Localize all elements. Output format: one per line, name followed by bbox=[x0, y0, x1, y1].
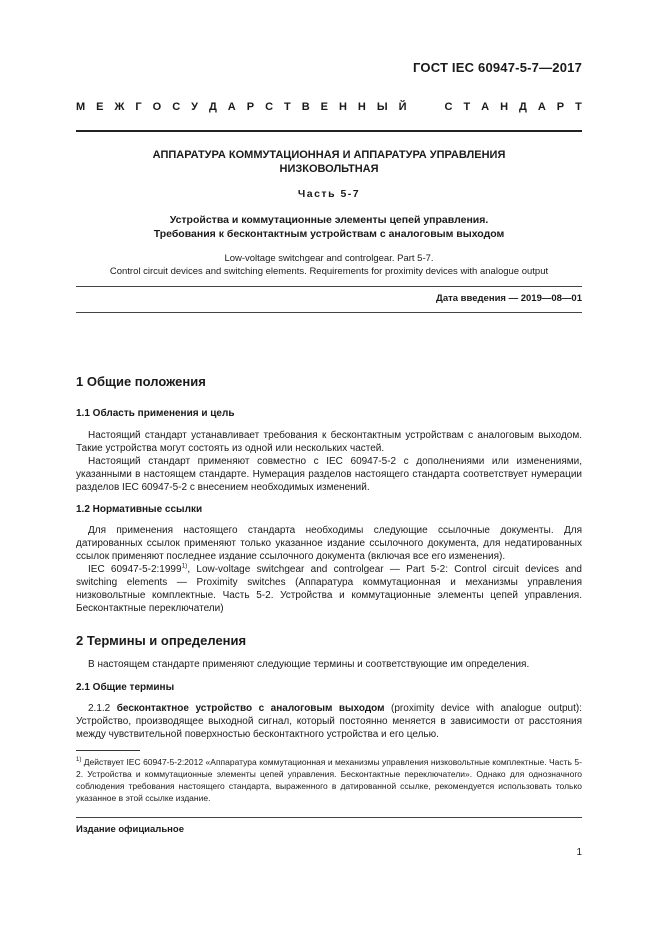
subtitle-line-2: Требования к бесконтактным устройствам с аналоговым выходом bbox=[153, 228, 505, 240]
header-rule bbox=[76, 130, 582, 132]
title-line-2: НИЗКОВОЛЬТНАЯ bbox=[279, 163, 379, 175]
footnote-number: 1) bbox=[76, 757, 82, 764]
definition-text: (proximity device with analogue output): Устройство, производящее выходной сигнал, который постоянно меняется в зависимости от расстояния между чувствительной поверхностью бесконтактного устройства и его целью. bbox=[76, 703, 582, 740]
section-1-2-heading: 1.2 Нормативные ссылки bbox=[76, 504, 203, 515]
banner-letter: С bbox=[444, 101, 453, 113]
paragraph bbox=[76, 658, 582, 671]
english-title-line-1: Low-voltage switchgear and controlgear. Part 5-7. bbox=[224, 253, 434, 264]
term-definition bbox=[76, 702, 582, 741]
section-1-heading: 1 Общие положения bbox=[76, 374, 206, 389]
term-number: 2.1.2 bbox=[88, 703, 117, 714]
banner-letter: В bbox=[301, 101, 310, 113]
banner-letter: Р bbox=[556, 101, 565, 113]
section-2-intro bbox=[76, 658, 582, 671]
banner-letter: Д bbox=[519, 101, 527, 113]
paragraph bbox=[76, 524, 582, 563]
interstate-standard-banner bbox=[76, 101, 582, 113]
paragraph bbox=[76, 702, 582, 741]
english-title bbox=[76, 252, 582, 278]
paragraph-text: Настоящий стандарт применяют совместно с IEC 60947-5-2 с дополнениями или изменениями, указанными в настоящем стандарте. Нумерация разделов настоящего стандарта соответствует нумерации разделов IEC 60947-5-2 с внесением необходимых изменений. bbox=[76, 456, 582, 493]
reference-code: IEC 60947-5-2:1999 bbox=[88, 564, 182, 575]
banner-letter: Е bbox=[320, 101, 328, 113]
normative-reference bbox=[76, 563, 582, 615]
banner-letter: Т bbox=[284, 101, 291, 113]
section-1-1-heading: 1.1 Область применения и цель bbox=[76, 408, 235, 419]
document-subtitle bbox=[76, 213, 582, 241]
reference-text: , Low-voltage switchgear and controlgear — Part 5-2: Control circuit devices and switching elements — Proximity switches (Аппаратура коммутационная и механизмы управления низковольтные комплектные. Часть 5-2. Устройства и коммутационные элементы цепей управления. Бесконтактные переключатели) bbox=[76, 564, 582, 614]
banner-letter: Д bbox=[208, 101, 217, 113]
banner-letter: С bbox=[265, 101, 274, 113]
paragraph-text: В настоящем стандарте применяют следующие термины и соответствующие им определения. bbox=[88, 659, 530, 670]
banner-letter: Т bbox=[575, 101, 582, 113]
page-number: 1 bbox=[576, 847, 582, 858]
banner-letter: Е bbox=[96, 101, 104, 113]
footnote-marker[interactable]: 1) bbox=[181, 562, 188, 570]
title-rule bbox=[76, 286, 582, 287]
footnote-separator bbox=[76, 750, 140, 751]
banner-letter: Г bbox=[135, 101, 142, 113]
banner-letter: А bbox=[227, 101, 236, 113]
document-code: ГОСТ IEC 60947-5-7—2017 bbox=[413, 60, 582, 75]
banner-letter: Ы bbox=[376, 101, 388, 113]
part-number: Часть 5-7 bbox=[297, 188, 361, 200]
banner-letter: Н bbox=[357, 101, 366, 113]
banner-letter: О bbox=[152, 101, 162, 113]
banner-letter: Т bbox=[463, 101, 471, 113]
banner-gap bbox=[418, 101, 434, 113]
paragraph-text: Для применения настоящего стандарта необходимы следующие ссылочные документы. Для датированных ссылок применяют только указанное издание ссылочного документа, для недатированных ссылок применяют последнее издание ссылочного документа (включая все его изменения). bbox=[76, 525, 582, 562]
banner-letter: Н bbox=[500, 101, 509, 113]
footnote-text: Действует IEC 60947-5-2:2012 «Аппаратура коммутационная и механизмы управления низковольтные комплектные. Часть 5-2. Устройства и коммутационные элементы цепей управления. Бесконтактные переключатели». Однако для однозначного соблюдения требования настоящего стандарта, выраженного в датированной ссылке, рекомендуется использовать только указанное в этой ссылке издание. bbox=[76, 757, 582, 803]
banner-letter: У bbox=[191, 101, 198, 113]
section-2-1-heading: 2.1 Общие термины bbox=[76, 682, 175, 693]
banner-letter: Ж bbox=[114, 101, 125, 113]
date-rule bbox=[76, 312, 582, 313]
term: бесконтактное устройство с аналоговым выходом bbox=[116, 703, 385, 714]
footnote bbox=[76, 756, 582, 804]
section-2-heading: 2 Термины и определения bbox=[76, 633, 247, 648]
section-1-1-body bbox=[76, 429, 582, 494]
document-title bbox=[76, 148, 582, 176]
banner-letter: С bbox=[172, 101, 181, 113]
introduction-date: Дата введения — 2019—08—01 bbox=[436, 293, 582, 304]
paragraph bbox=[76, 429, 582, 455]
banner-letter: Р bbox=[246, 101, 255, 113]
banner-letter: М bbox=[76, 101, 86, 113]
english-title-line-2: Control circuit devices and switching elements. Requirements for proximity devices with analogue output bbox=[109, 266, 549, 277]
subtitle-line-1: Устройства и коммутационные элементы цепей управления. bbox=[169, 214, 489, 226]
banner-letter: Н bbox=[338, 101, 347, 113]
footer-rule bbox=[76, 817, 582, 818]
banner-letter: Й bbox=[398, 101, 407, 113]
banner-letter: А bbox=[481, 101, 490, 113]
official-edition-label: Издание официальное bbox=[76, 824, 184, 835]
section-1-2-body bbox=[76, 524, 582, 615]
title-line-1: АППАРАТУРА КОММУТАЦИОННАЯ И АППАРАТУРА УПРАВЛЕНИЯ bbox=[152, 149, 506, 161]
paragraph-text: Настоящий стандарт устанавливает требования к бесконтактным устройствам с аналоговым выходом. Такие устройства могут состоять из одной или нескольких частей. bbox=[76, 430, 582, 454]
banner-letter: А bbox=[537, 101, 546, 113]
paragraph bbox=[76, 455, 582, 494]
